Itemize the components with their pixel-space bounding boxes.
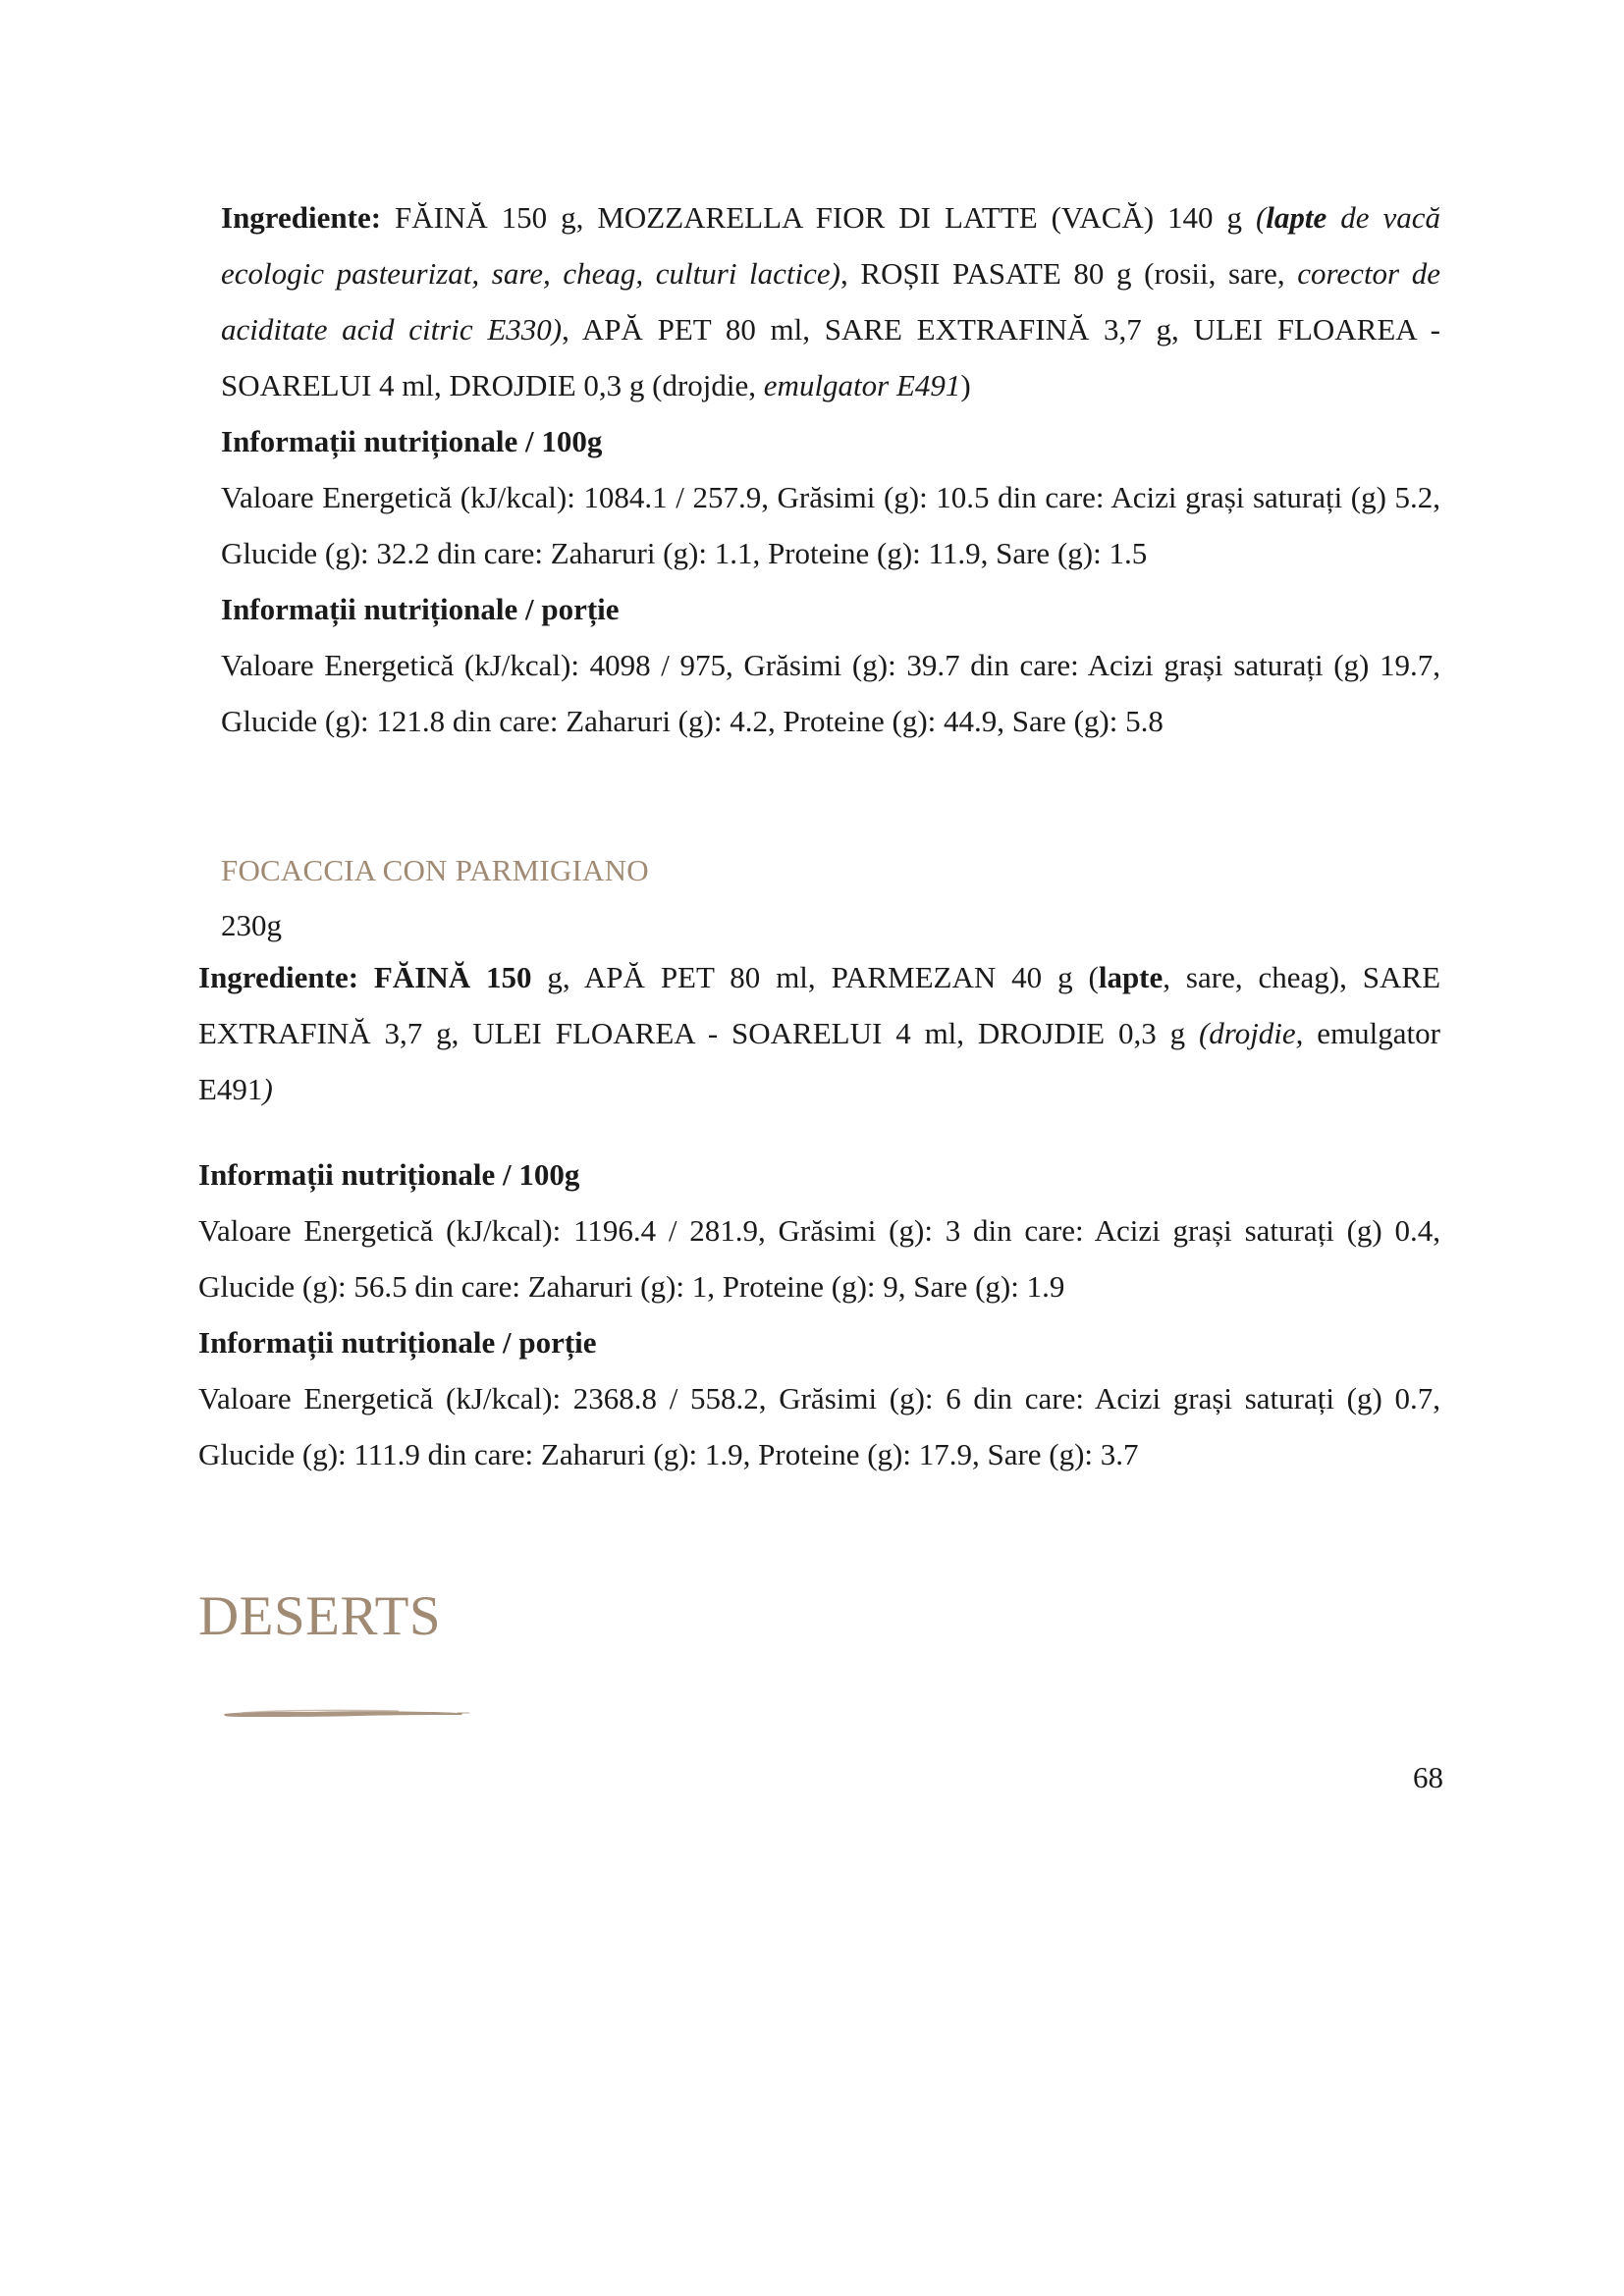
nutrition-portion-values: Valoare Energetică (kJ/kcal): 4098 / 975, Grăsimi (g): 39.7 din care: Acizi grași saturați (g) 19.7, Glucide (g): 121.8 din care: Zaharuri (g): 4.2, Proteine (g): 44.9, Sare (g): 5.8 [221, 648, 1440, 738]
nutrition-portion-values: Valoare Energetică (kJ/kcal): 2368.8 / 558.2, Grăsimi (g): 6 din care: Acizi grași saturați (g) 0.7, Glucide (g): 111.9 din care: Zaharuri (g): 1.9, Proteine (g): 17.9, Sare (g): 3.7 [198, 1381, 1440, 1471]
page-number: 68 [1413, 1760, 1443, 1794]
nutrition-100g-values: Valoare Energetică (kJ/kcal): 1084.1 / 257.9, Grăsimi (g): 10.5 din care: Acizi grași saturați (g) 5.2, Glucide (g): 32.2 din care: Zaharuri (g): 1.1, Proteine (g): 11.9, Sare (g): 1.5 [221, 480, 1440, 570]
ingredients-label: Ingrediente: [221, 200, 382, 235]
section-title-deserts: DESERTS [198, 1585, 442, 1647]
product-2-ingredients: Ingrediente: FĂINĂ 150 g, APĂ PET 80 ml, PARMEZAN 40 g (lapte, sare, cheag), SARE EXTRAFINĂ 3,7 g, ULEI FLOAREA - SOARELUI 4 ml, DROJDIE 0,3 g (drojdie, emulgator E491) [198, 960, 1441, 1106]
spacer [198, 1117, 1440, 1147]
brush-stroke-divider [222, 1706, 475, 1720]
product-2-title: FOCACCIA CON PARMIGIANO [221, 853, 649, 887]
nutrition-100g-heading: Informații nutriționale / 100g [221, 424, 603, 458]
product-2-weight: 230g [221, 908, 282, 942]
nutrition-portion-heading: Informații nutriționale / porție [198, 1325, 597, 1360]
product-1-ingredients: Ingrediente: FĂINĂ 150 g, MOZZARELLA FIOR DI LATTE (VACĂ) 140 g (lapte de vacă ecologic pasteurizat, sare, cheag, culturi lactice), ROȘII PASATE 80 g (rosii, sare, corector de aciditate acid citric E330), APĂ PET 80 ml, SARE EXTRAFINĂ 3,7 g, ULEI FLOAREA - SOARELUI 4 ml, DROJDIE 0,3 g (drojdie, emulgator E491) [221, 200, 1440, 402]
nutrition-100g-values: Valoare Energetică (kJ/kcal): 1196.4 / 281.9, Grăsimi (g): 3 din care: Acizi grași saturați (g) 0.4, Glucide (g): 56.5 din care: Zaharuri (g): 1, Proteine (g): 9, Sare (g): 1.9 [198, 1213, 1440, 1304]
ingredients-label: Ingrediente: FĂINĂ 150 [198, 960, 532, 994]
nutrition-portion-heading: Informații nutriționale / porție [221, 592, 620, 626]
product-1-details [221, 189, 1440, 749]
nutrition-100g-heading: Informații nutriționale / 100g [198, 1157, 580, 1192]
product-2-details [198, 949, 1440, 1482]
